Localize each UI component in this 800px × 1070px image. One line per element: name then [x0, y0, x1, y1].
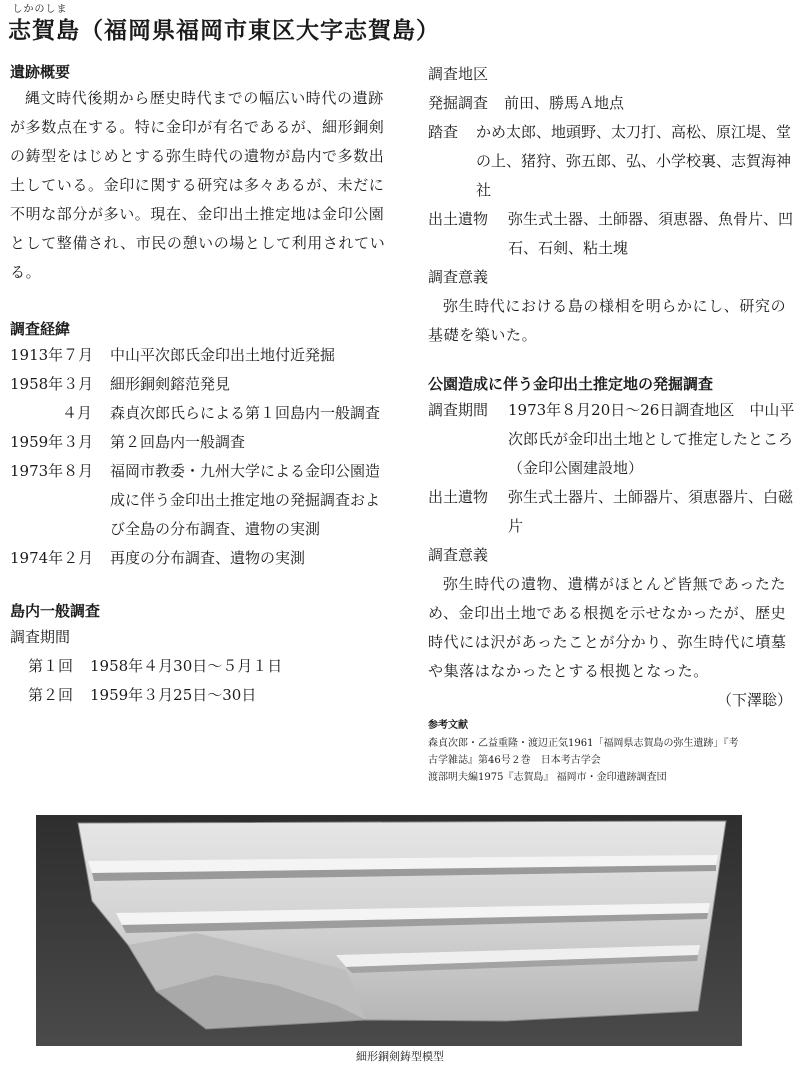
significance-label: 調査意義 [428, 268, 489, 286]
title-ruby: しかのしま [12, 4, 68, 15]
timeline-date: ４月 [62, 404, 93, 422]
park-significance-label: 調査意義 [428, 546, 489, 564]
excavation-value: 前田、勝馬Ａ地点 [504, 94, 625, 112]
park-finds-value: 弥生式土器片、土師器片、須恵器片、白磁片 [508, 488, 794, 535]
significance-text: 弥生時代における島の様相を明らかにし、研究の基礎を築いた。 [428, 297, 787, 344]
timeline-text: 中山平次郎氏金印出土地付近発掘 [110, 346, 336, 364]
excavation-key: 発掘調査 [428, 94, 489, 112]
island-survey-period-label: 調査期間 [10, 628, 71, 646]
timeline-date: 1973年８月 [10, 462, 94, 480]
timeline-row [10, 457, 390, 544]
timeline-date: 1958年３月 [10, 375, 94, 393]
park-finds-row [428, 483, 800, 541]
reference-line: 森貞次郎・乙益重隆・渡辺正気1961「福岡県志賀島の弥生遺跡」『考 [428, 738, 739, 749]
walk-survey-row [428, 118, 800, 205]
author-credit: （下澤聡） [716, 691, 792, 709]
reference-line: 渡部明夫編1975『志賀島』 福岡市・金印遺跡調査団 [428, 772, 667, 783]
walk-survey-value: かめ太郎、地頭野、太刀打、高松、原江堤、堂の上、猪狩、弥五郎、弘、小学校裏、志賀海神社 [476, 123, 792, 199]
excavation-row [428, 89, 800, 118]
history-timeline [10, 341, 390, 573]
timeline-text: 第２回島内一般調査 [110, 433, 246, 451]
island-survey-heading: 島内一般調査 [10, 602, 101, 620]
park-period-key: 調査期間 [428, 401, 489, 419]
timeline-text: 細形銅剣鎔范発見 [110, 375, 231, 393]
reference-line: 古学雑誌』第46号２巻 日本考古学会 [428, 755, 601, 766]
finds-row [428, 205, 800, 263]
park-period-row [428, 396, 800, 483]
walk-survey-key: 踏査 [428, 123, 459, 141]
session-label: 第１回 [28, 657, 74, 675]
park-excavation-heading: 公園造成に伴う金印出土推定地の発掘調査 [428, 375, 714, 393]
park-significance-text: 弥生時代の遺物、遺構がほとんど皆無であったため、金印出土地である根拠を示せなかったが、歴史時代には沢があったことが分かり、弥生時代に墳墓や集落はなかったとする根拠となった。 [428, 575, 787, 680]
timeline-date: 1959年３月 [10, 433, 94, 451]
timeline-row [10, 341, 390, 370]
overview-heading: 遺跡概要 [10, 63, 71, 81]
right-column [428, 60, 800, 786]
park-finds-key: 出土遺物 [428, 488, 489, 506]
timeline-row [10, 544, 390, 573]
photo-caption: 細形銅剣鋳型模型 [356, 1050, 444, 1063]
timeline-text: 福岡市教委・九州大学による金印公園造成に伴う金印出土推定地の発掘調査および全島の分布調査、遺物の実測 [110, 462, 381, 538]
timeline-row [10, 370, 390, 399]
session-label: 第２回 [28, 686, 74, 704]
timeline-text: 森貞次郎氏らによる第１回島内一般調査 [110, 404, 381, 422]
survey-session [10, 681, 390, 710]
timeline-date: 1913年７月 [10, 346, 94, 364]
session-dates: 1959年３月25日～30日 [90, 686, 257, 704]
timeline-row [10, 428, 390, 457]
timeline-text: 再度の分布調査、遺物の実測 [110, 549, 306, 567]
mold-photo [36, 815, 742, 1046]
timeline-date: 1974年２月 [10, 549, 94, 567]
finds-key: 出土遺物 [428, 210, 489, 228]
survey-session [10, 652, 390, 681]
overview-body: 縄文時代後期から歴史時代までの幅広い時代の遺跡が多数点在する。特に金印が有名であるが、細形銅剣の鋳型をはじめとする弥生時代の遺物が島内で多数出土している。金印に関する研究は多々あるが、未だに不明な部分が多い。現在、金印出土推定地は金印公園として整備され、市民の憩いの場として利用されている。 [10, 89, 386, 281]
timeline-row [10, 399, 390, 428]
session-dates: 1958年４月30日～５月１日 [90, 657, 283, 675]
park-period-value: 1973年８月20日～26日調査地区 中山平次郎氏が金印出土地として推定したところ（金印公園建設地） [508, 401, 795, 477]
left-column [10, 60, 390, 710]
survey-area-label: 調査地区 [428, 65, 489, 83]
references-heading: 参考文献 [428, 720, 468, 731]
mold-illustration [36, 815, 742, 1046]
history-heading: 調査経緯 [10, 320, 71, 338]
finds-value: 弥生式土器、土師器、須恵器、魚骨片、凹石、石剣、粘土塊 [508, 210, 794, 257]
page-title: 志賀島（福岡県福岡市東区大字志賀島） [8, 17, 440, 44]
